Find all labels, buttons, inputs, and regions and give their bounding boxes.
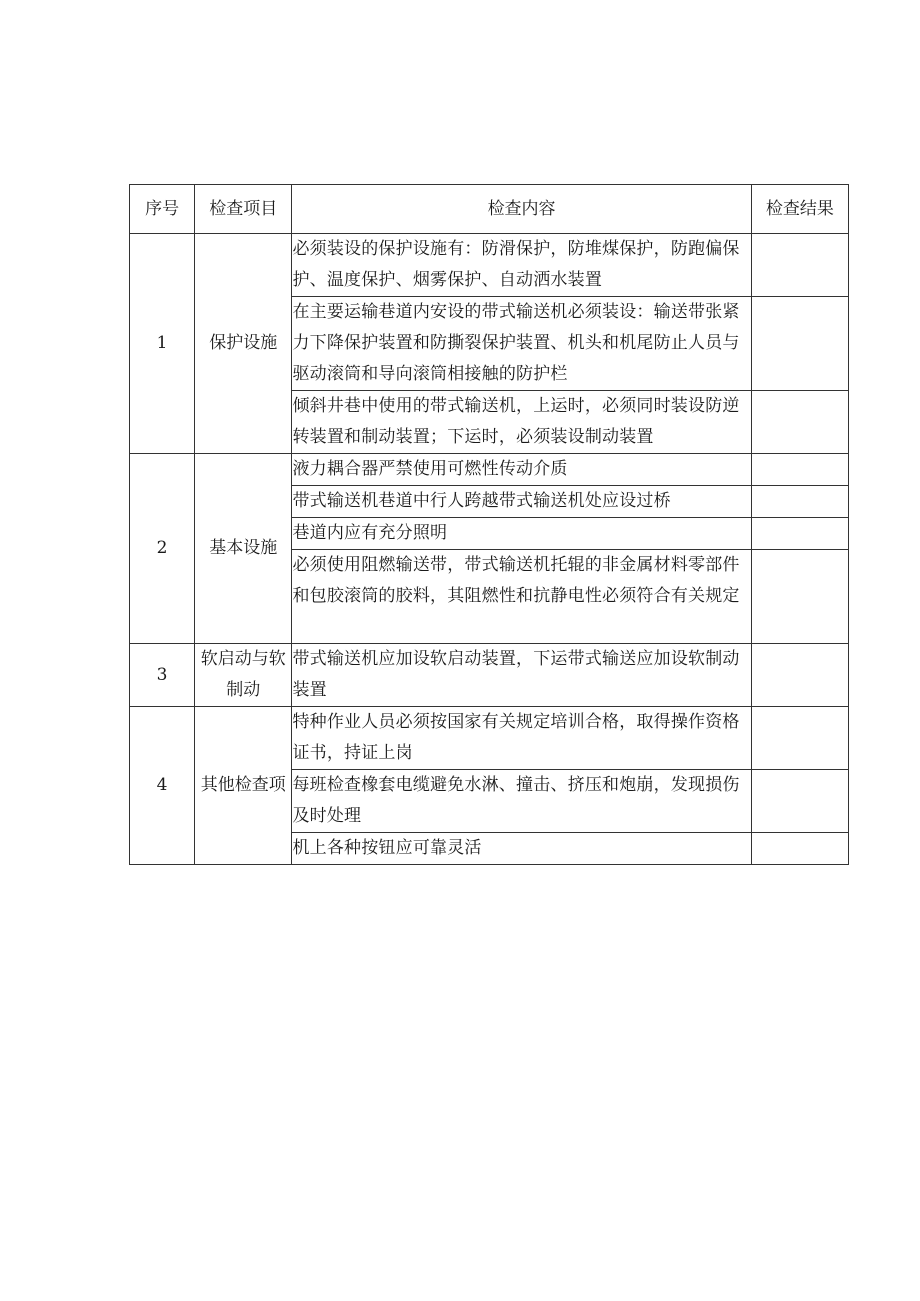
check-content: 必须使用阻燃输送带，带式输送机托辊的非金属材料零部件和包胶滚筒的胶料，其阻燃性和抗静电性必须符合有关规定 [292,550,751,644]
group-seq: 3 [130,644,195,707]
group-seq: 1 [130,234,195,454]
group-seq: 4 [130,707,195,865]
table-row [130,234,849,297]
table-header-row [130,185,849,234]
group-item: 保护设施 [195,234,292,454]
table-row [130,454,849,486]
check-content: 在主要运输巷道内安设的带式输送机必须装设：输送带张紧力下降保护装置和防撕裂保护装置、机头和机尾防止人员与驱动滚筒和导向滚筒相接触的防护栏 [292,297,751,391]
check-result-cell[interactable] [751,234,848,297]
group-seq: 2 [130,454,195,644]
check-result-cell[interactable] [751,770,848,833]
check-content: 倾斜井巷中使用的带式输送机，上运时，必须同时装设防逆转装置和制动装置；下运时，必须装设制动装置 [292,391,751,454]
check-content: 特种作业人员必须按国家有关规定培训合格，取得操作资格证书，持证上岗 [292,707,751,770]
table-row [130,644,849,707]
group-item: 其他检查项 [195,707,292,865]
check-result-cell[interactable] [751,297,848,391]
check-result-cell[interactable] [751,707,848,770]
inspection-sheet [129,184,849,865]
check-result-cell[interactable] [751,518,848,550]
check-content: 每班检查橡套电缆避免水淋、撞击、挤压和炮崩，发现损伤及时处理 [292,770,751,833]
check-content: 必须装设的保护设施有：防滑保护，防堆煤保护，防跑偏保护、温度保护、烟雾保护、自动洒水装置 [292,234,751,297]
check-content: 带式输送机应加设软启动装置，下运带式输送应加设软制动装置 [292,644,751,707]
group-item: 软启动与软制动 [195,644,292,707]
check-result-cell[interactable] [751,550,848,644]
check-result-cell[interactable] [751,454,848,486]
check-result-cell[interactable] [751,486,848,518]
check-result-cell[interactable] [751,391,848,454]
header-content: 检查内容 [292,185,751,234]
inspection-table [129,184,849,865]
check-result-cell[interactable] [751,833,848,865]
header-item: 检查项目 [195,185,292,234]
header-result: 检查结果 [751,185,848,234]
check-content: 带式输送机巷道中行人跨越带式输送机处应设过桥 [292,486,751,518]
check-content: 液力耦合器严禁使用可燃性传动介质 [292,454,751,486]
check-result-cell[interactable] [751,644,848,707]
check-content: 巷道内应有充分照明 [292,518,751,550]
header-seq: 序号 [130,185,195,234]
check-content: 机上各种按钮应可靠灵活 [292,833,751,865]
table-row [130,707,849,770]
group-item: 基本设施 [195,454,292,644]
